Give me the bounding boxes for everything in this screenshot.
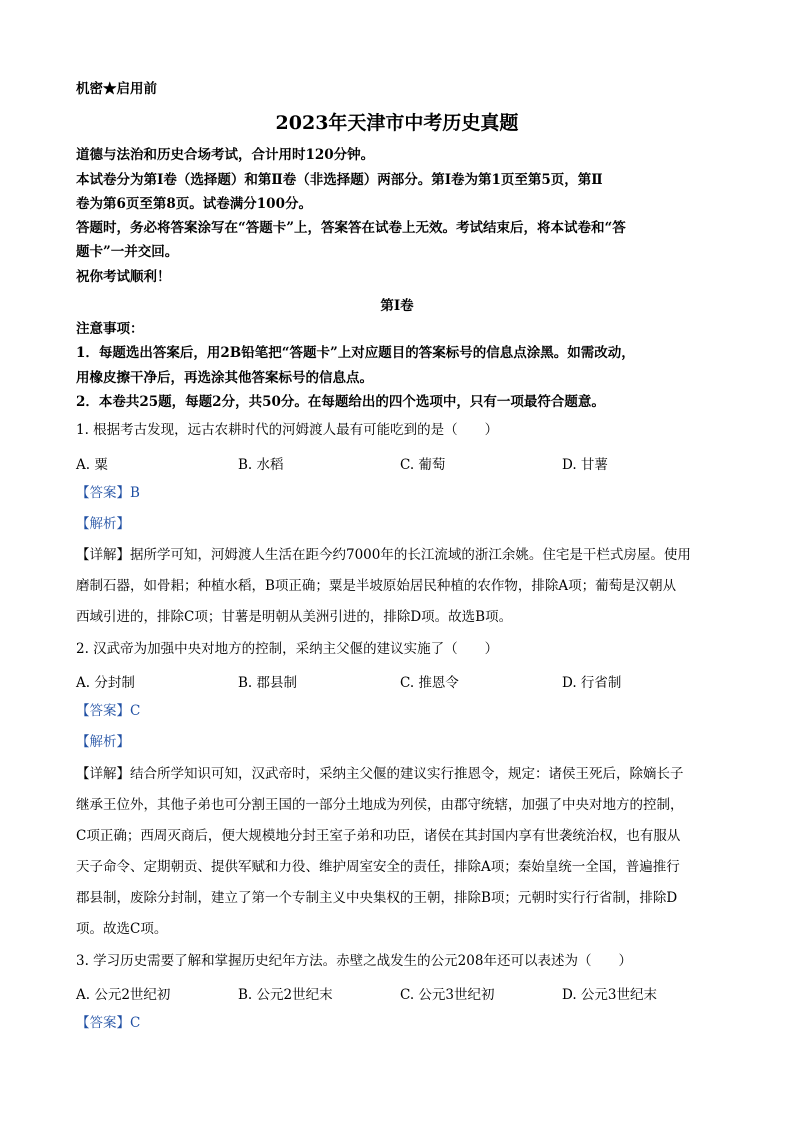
question-stem: 1. 根据考古发现，远古农耕时代的河姆渡人最有可能吃到的是（ ） — [76, 422, 499, 438]
detail-line: 【详解】据所学可知，河姆渡人生活在距今约7000年的长江流域的浙江余姚。住宅是干栏式房屋。使用 — [76, 547, 691, 563]
intro-line: 道德与法治和历史合场考试，合计用时120分钟。 — [76, 147, 375, 163]
detail-line: 天子命令、定期朝贡、提供军赋和力役、维护周室安全的责任，排除A项；秦始皇统一全国，普遍推行 — [76, 859, 680, 875]
section-title: 第Ⅰ卷 — [380, 298, 414, 314]
answer-label: 【答案】C — [76, 703, 141, 719]
option-d: D. 公元3世纪末 — [562, 987, 658, 1003]
detail-line: 郡县制，废除分封制，建立了第一个专制主义中央集权的王朝，排除B项；元朝时实行行省制，排除D — [76, 890, 678, 906]
intro-line: 答题时，务必将答案涂写在“答题卡”上，答案答在试卷上无效。考试结束后，将本试卷和“答 — [76, 220, 626, 236]
intro-line: 祝你考试顺利！ — [76, 269, 171, 285]
intro-line: 题卡”一并交回。 — [76, 244, 179, 260]
option-d: D. 甘薯 — [562, 457, 608, 473]
answer-label: 【答案】C — [76, 1015, 141, 1031]
detail-line: 项。故选C项。 — [76, 921, 168, 937]
question-stem: 2. 汉武帝为加强中央对地方的控制，采纳主父偃的建议实施了（ ） — [76, 641, 499, 657]
option-a: A. 公元2世纪初 — [76, 987, 171, 1003]
analysis-label: 【解析】 — [76, 734, 130, 750]
option-c: C. 公元3世纪初 — [400, 987, 495, 1003]
answer-label: 【答案】B — [76, 485, 140, 501]
detail-line: C项正确；西周灭商后，便大规模地分封王室子弟和功臣，诸侯在其封国内享有世袭统治权，也有服从 — [76, 828, 681, 844]
option-d: D. 行省制 — [562, 675, 622, 691]
option-a: A. 分封制 — [76, 675, 135, 691]
option-b: B. 公元2世纪末 — [238, 987, 333, 1003]
analysis-label: 【解析】 — [76, 516, 130, 532]
option-c: C. 推恩令 — [400, 675, 459, 691]
notes-heading: 注意事项： — [76, 321, 144, 337]
detail-line: 磨制石器，如骨耜；种植水稻，B项正确；粟是半坡原始居民种植的农作物，排除A项；葡萄是汉朝从 — [76, 578, 677, 594]
option-c: C. 葡萄 — [400, 457, 446, 473]
detail-line: 西域引进的，排除C项；甘薯是明朝从美洲引进的，排除D项。故选B项。 — [76, 609, 513, 625]
detail-line: 继承王位外，其他子弟也可分割王国的一部分土地成为列侯，由郡守统辖，加强了中央对地方的控制， — [76, 797, 684, 813]
notes-line: 2．本卷共25题，每题2分，共50分。在每题给出的四个选项中，只有一项最符合题意。 — [76, 394, 605, 410]
option-a: A. 粟 — [76, 457, 108, 473]
intro-line: 卷为第6页至第8页。试卷满分100分。 — [76, 196, 312, 212]
page-title: 2023年天津市中考历史真题 — [275, 112, 519, 134]
notes-line: 用橡皮擦干净后，再选涂其他答案标号的信息点。 — [76, 370, 373, 386]
confidential-label: 机密★启用前 — [76, 81, 157, 97]
option-b: B. 郡县制 — [238, 675, 298, 691]
intro-line: 本试卷分为第Ⅰ卷（选择题）和第Ⅱ卷（非选择题）两部分。第Ⅰ卷为第1页至第5页，第Ⅱ — [76, 172, 603, 188]
detail-line: 【详解】结合所学知识可知，汉武帝时，采纳主父偃的建议实行推恩令，规定：诸侯王死后，除嫡长子 — [76, 766, 684, 782]
question-stem: 3. 学习历史需要了解和掌握历史纪年方法。赤壁之战发生的公元208年还可以表述为（ ） — [76, 953, 632, 969]
option-b: B. 水稻 — [238, 457, 284, 473]
notes-line: 1．每题选出答案后，用2B铅笔把“答题卡”上对应题目的答案标号的信息点涂黑。如需改动， — [76, 345, 635, 361]
